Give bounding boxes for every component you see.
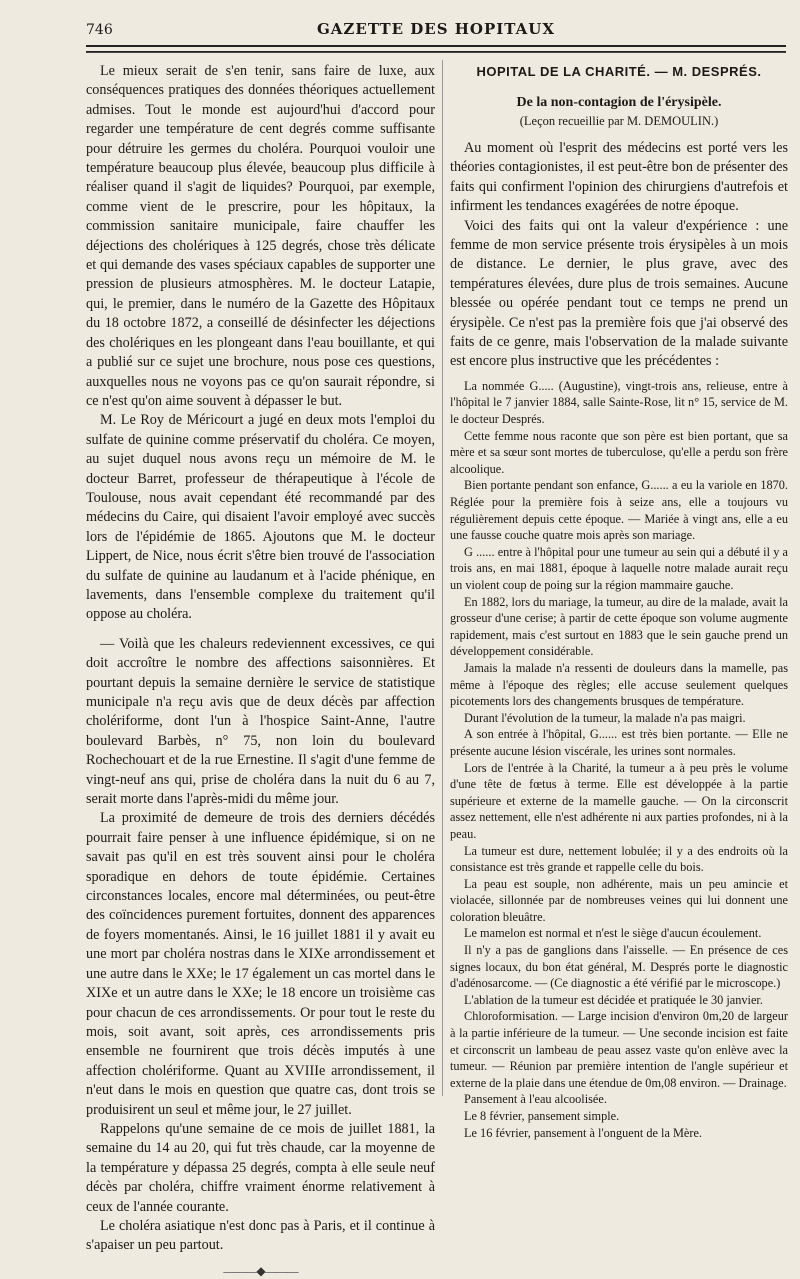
case-paragraph: La nommée G..... (Augustine), vingt-trois ans, relieuse, entre à l'hôpital le 7 janvier 1884, salle Sainte-Rose, lit n° 15, service de M. le docteur Després. [450, 378, 788, 427]
article-title: De la non-contagion de l'érysipèle. [516, 95, 722, 110]
header-thin-rule [86, 52, 786, 53]
case-paragraph: En 1882, lors du mariage, la tumeur, au dire de la malade, avait la grosseur d'une cerise; à partir de cette époque son volume augmente rapidement, mais c'est surtout en 1883 que le sein gauche prend un développement considérable. [450, 594, 788, 659]
running-head [86, 20, 786, 42]
case-paragraph: Pansement à l'eau alcoolisée. [464, 1092, 607, 1107]
header-double-rule [86, 45, 786, 52]
case-paragraph: Bien portante pendant son enfance, G...... a eu la variole en 1870. Réglée pour la première fois à seize ans, elle a toujours vu régulièrement depuis cette époque. — Mariée à vingt ans, elle a eu une fausse couche quatre mois après son mariage. [450, 478, 788, 543]
case-paragraph: Jamais la malade n'a ressenti de douleurs dans la mamelle, pas même à l'époque des règles; elle accuse seulement quelques picotements lors des changements brusques de température. [450, 660, 788, 709]
case-paragraph: Lors de l'entrée à la Charité, la tumeur a à peu près le volume d'une tête de fœtus à terme. Elle est développée à la partie supérieure et externe de la mamelle gauche. — On la circonscrit assez nettement, elle n'est adhérente ni aux parties profondes, ni à la peau. [450, 760, 788, 841]
case-paragraph: Il n'y a pas de ganglions dans l'aisselle. — En présence de ces signes locaux, du bon état général, M. Després porte le diagnostic d'adénosarcome. — (Ce diagnostic a été vérifié par le microscope.) [450, 943, 788, 991]
page-number: 746 [86, 22, 113, 38]
case-paragraph: A son entrée à l'hôpital, G...... est très bien portante. — Elle ne présente aucune lésion viscérale, les urines sont normales. [450, 727, 788, 758]
section-title: HOPITAL DE LA CHARITÉ. — M. DESPRÉS. [476, 64, 762, 79]
intro-paragraph: Voici des faits qui ont la valeur d'expérience : une femme de mon service présente trois érysipèles à un mois de distance. Le dernier, le plus grave, avec des températures élevées, dure plus de trois semaines. Aucune blessée ou opérée pendant tout ce temps ne prend un érysipèle. Ce n'est pas la première fois que j'ai observé des faits de ce genre, mais l'observation de la malade suivante est encore plus instructive que les précédentes : [450, 217, 788, 370]
case-paragraph: Chloroformisation. — Large incision d'environ 0m,20 de largeur à la partie inférieure de la tumeur. — Une seconde incision est faite et circonscrit un lambeau de peau assez vaste qu'on enlève avec la tumeur. — Réunion par première intention de l'angle supérieur et externe de la plaie dans une étendue de 0m,08 environ. — Drainage. [450, 1009, 788, 1090]
byline: (Leçon recueillie par M. DEMOULIN.) [519, 114, 719, 128]
case-report [450, 378, 788, 1141]
left-paragraph: M. Le Roy de Méricourt a jugé en deux mots l'emploi du sulfate de quinine comme préservatif du choléra. Ce moyen, au sujet duquel nous avons reçu un mémoire de M. le docteur Barret, professeur de thérapeutique à l'école de Toulouse, nous avait cependant été recommandé par des médecins du Caire, qui disaient l'avoir employé avec succès lors de l'épidémie de 1865. Ajoutons que M. le docteur Lippert, de Nice, nous écrit s'être bien trouvé de l'association du sulfate de quinine au laudanum et à l'acide phénique, en lavements, dans l'ensemble complexe du traitement qu'il oppose au choléra. [86, 412, 435, 623]
left-paragraph: — Voilà que les chaleurs redeviennent excessives, ce qui doit accroître le nombre des affections saisonnières. Et pourtant depuis la semaine dernière le service de statistique municipale n'a reçu avis que de deux décès par affection cholériforme, dont l'un à l'hospice Saint-Anne, l'autre boulevard Barbès, n° 75, non loin du boulevard Rochechouart et de la rue Ernestine. Il s'agit d'une femme de vingt-neuf ans qui, prise de choléra dans la nuit du 6 au 7, serait morte dans l'après-midi du même jour. [86, 635, 435, 808]
journal-title: GAZETTE DES HOPITAUX [316, 20, 555, 38]
case-paragraph: L'ablation de la tumeur est décidée et pratiquée le 30 janvier. [464, 992, 763, 1007]
case-paragraph: Le 8 février, pansement simple. [464, 1109, 620, 1123]
case-paragraph: Cette femme nous raconte que son père est bien portant, que sa mère et sa sœur sont mortes de tuberculose, qu'elle a perdu son frère alcoolique. [450, 428, 788, 476]
right-column [450, 62, 788, 1141]
case-paragraph: G ...... entre à l'hôpital pour une tumeur au sein qui a débuté il y a trois ans, en mai 1881, époque à laquelle notre malade aurait reçu un violent coup de poing sur la région mammaire gauche. [450, 544, 788, 592]
section-ornament: ———◆——— [223, 1263, 298, 1278]
case-paragraph: La tumeur est dure, nettement lobulée; il y a des endroits où la consistance est très grande et rappelle celle du bois. [450, 843, 788, 875]
left-paragraph: Le choléra asiatique n'est donc pas à Paris, et il continue à s'apaiser un peu partout. [86, 1217, 435, 1254]
left-column [86, 62, 435, 1279]
case-paragraph: Durant l'évolution de la tumeur, la malade n'a pas maigri. [464, 710, 746, 725]
case-paragraph: La peau est souple, non adhérente, mais un peu amincie et violacée, sillonnée par de nombreuses veines qui lui donnent une coloration bleuâtre. [450, 876, 788, 924]
column-divider [442, 60, 443, 1096]
case-paragraph: Le 16 février, pansement à l'onguent de la Mère. [464, 1125, 702, 1140]
case-paragraph: Le mamelon est normal et n'est le siège d'aucun écoulement. [464, 926, 762, 941]
left-paragraph: Rappelons qu'une semaine de ce mois de juillet 1881, la semaine du 14 au 20, qui fut très chaude, car la moyenne de la température y dépassa 25 degrés, compta à elle seule neuf décès par choléra, chiffre vraiment énorme relativement à ceux de l'année courante. [86, 1120, 435, 1215]
left-paragraph: Le mieux serait de s'en tenir, sans faire de luxe, aux conséquences pratiques des données théoriques actuellement admises. Tout le monde est aujourd'hui d'accord pour regarder une température de cent degrés comme suffisante pour détruire les germes du choléra. Pourquoi vouloir une température beaucoup plus élevée, beaucoup plus difficile à réaliser quand il s'agit de liquides? Pourquoi, par exemple, comme vient de le prescrire, pour les hôpitaux, la commission sanitaire municipale, faire chauffer les déjections des cholériques à 125 degrés, chose très délicate et qui demande des vases spéciaux capables de supporter une pression de plusieurs atmosphères. M. le docteur Latapie, qui, le premier, dans le numéro de la Gazette des Hôpitaux du 18 octobre 1872, a conseillé de désinfecter les déjections des cholériques en les plongeant dans l'eau bouillante, et qui a publié sur ce sujet une brochure, nous pose ces questions, auxquelles nous ne voyons pas ce qu'on saurait répondre, si ce n'est qu'on aime souvent à dépasser le but. [86, 63, 435, 409]
intro-paragraph: Au moment où l'esprit des médecins est porté vers les théories contagionistes, il est peut-être bon de présenter des faits qui confirment l'opinion des chirurgiens d'autrefois et infirment les tendances exagérées de notre époque. [450, 140, 788, 215]
left-paragraph: La proximité de demeure de trois des derniers décédés pourrait faire penser à une influence épidémique, si on ne savait pas qu'il en est très souvent ainsi pour le choléra sporadique en dehors de toute épidémie. Certaines circonstances locales, encore mal déterminées, ou peut-être des coïncidences purement fortuites, donnent des apparences de foyers momentanés. Ainsi, le 16 juillet 1881 il y avait eu une mort par choléra nostras dans le XIXe arrondissement et une autre dans le XXe; le 17 également un cas mortel dans le XIXe et un autre dans le XXe; le 18 encore un troisième cas pour chacun de ces arrondissements. Or pour tout le reste du mois, soit avant, soit après, ces arrondissements pris ensemble ne fournirent que trois décès imputés à une affection cholériforme. Quant au XVIIIe arrondissement, il n'eut dans le mois en question que quatre cas, dont trois se produisirent un seul et même jour, le 27 juillet. [86, 810, 435, 1118]
